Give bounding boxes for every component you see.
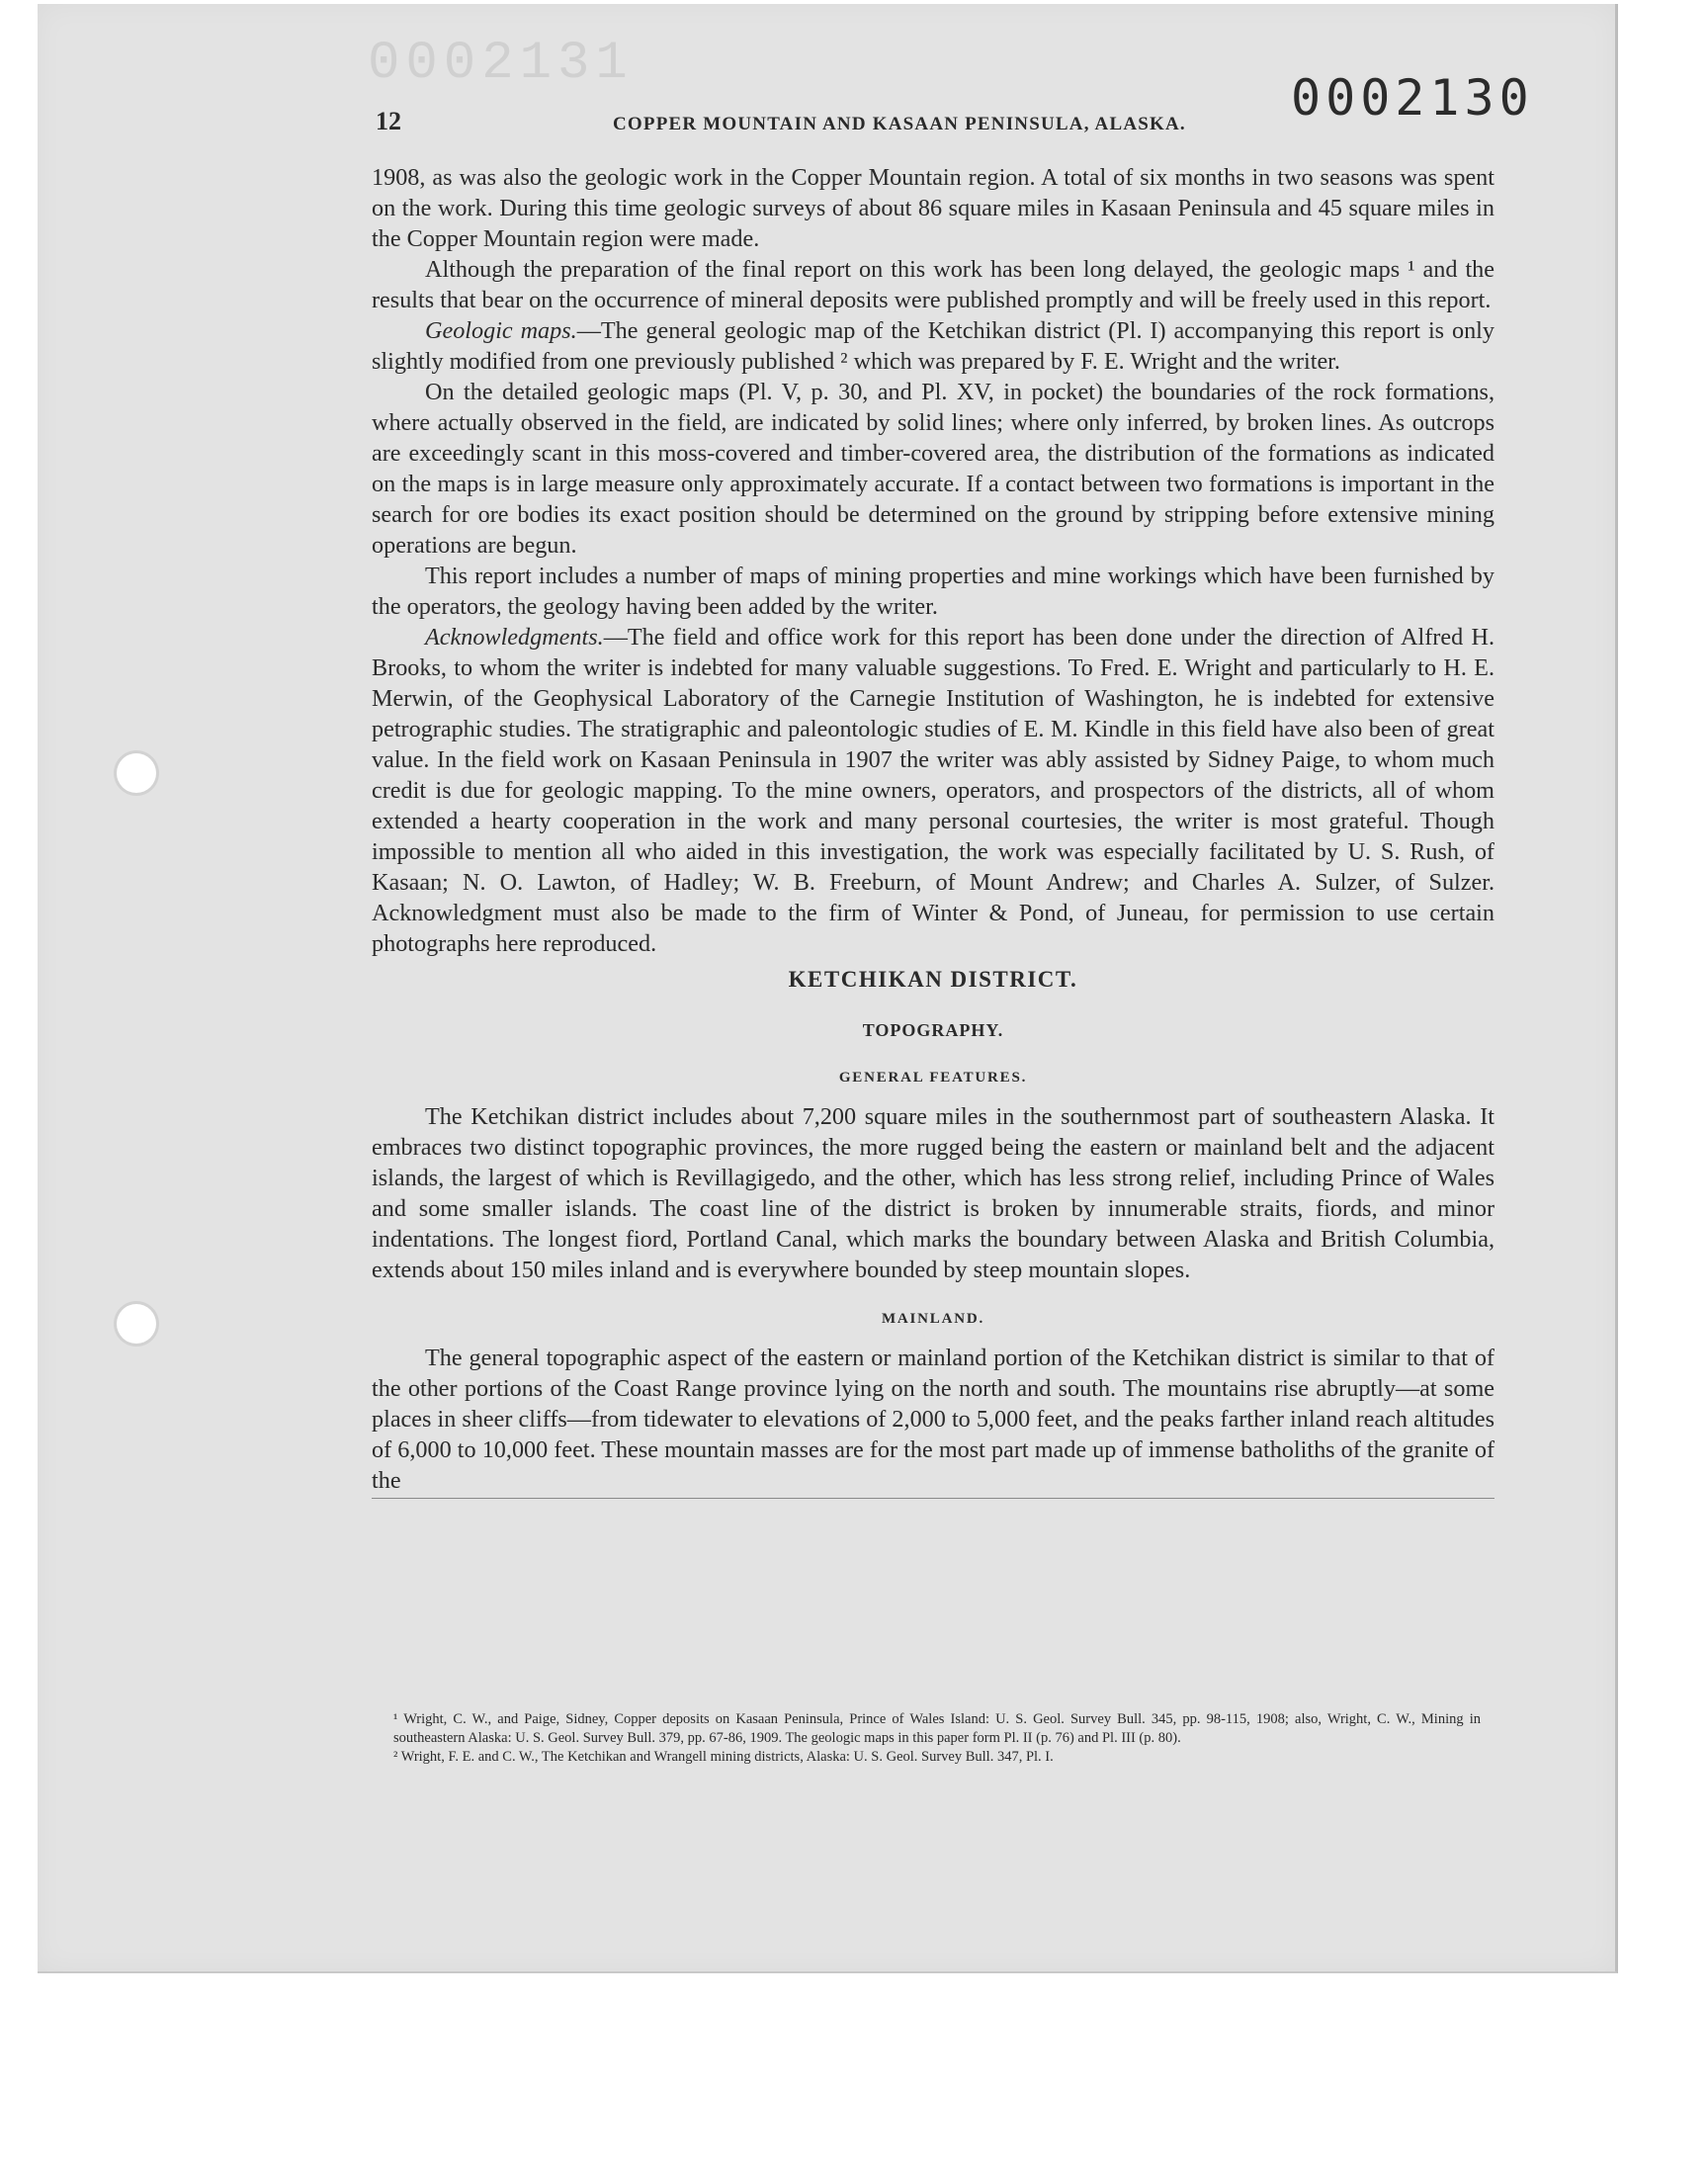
paragraph: The Ketchikan district includes about 7,200 square miles in the southernmost part of southeastern Alaska. It embraces two distinct topographic provinces, the more rugged being the eastern or mainland belt and the adjacent islands, the largest of which is Revillagigedo, and the other, which has less strong relief, including Prince of Wales and some smaller islands. The coast line of the district is broken by innumerable straits, fiords, and minor indentations. The longest fiord, Portland Canal, which marks the boundary between Alaska and British Columbia, extends about 150 miles inland and is everywhere bounded by steep mountain slopes. bbox=[372, 1103, 1494, 1283]
minor-heading: MAINLAND. bbox=[881, 1311, 985, 1327]
section-heading: KETCHIKAN DISTRICT. bbox=[788, 967, 1078, 992]
paragraph-text: The general geologic map of the Ketchikan district (Pl. I) accompanying this report is only slightly modified from one previously published ² which was prepared by F. E. Wright and the writer. bbox=[372, 317, 1494, 375]
run-in-heading: Geologic maps. bbox=[425, 317, 577, 344]
punch-hole bbox=[117, 1304, 156, 1344]
footnotes bbox=[393, 1710, 1481, 1767]
paragraph bbox=[372, 622, 1494, 959]
footnote-rule bbox=[372, 1498, 1494, 1499]
body-text bbox=[372, 162, 1494, 1499]
ghost-stamp: 0002131 bbox=[368, 34, 634, 94]
paragraph: This report includes a number of maps of mining properties and mine workings which have been furnished by the operators, the geology having been added by the writer. bbox=[372, 563, 1494, 620]
minor-heading: GENERAL FEATURES. bbox=[838, 1070, 1028, 1086]
page-stamp-number: 0002130 bbox=[1291, 69, 1534, 127]
paragraph-text: The field and office work for this report has been done under the direction of Alfred H. Brooks, to whom the writer is indebted for many valuable suggestions. To Fred. E. Wright and particularly to H. E. Merwin, of the Geophysical Laboratory of the Carnegie Institution of Washington, he is indebted for extensive petrographic studies. The stratigraphic and paleontologic studies of E. M. Kindle in this field have also been of great value. In the field work on Kasaan Peninsula in 1907 the writer was ably assisted by Sidney Paige, to whom much credit is due for geologic mapping. To the mine owners, operators, and prospectors of the districts, all of whom extended a hearty cooperation in the work and many personal courtesies, the writer is most grateful. Though impossible to mention all who aided in this investigation, the work was especially facilitated by U. S. Rush, of Kasaan; N. O. Lawton, of Hadley; W. B. Freeburn, of Mount Andrew; and Charles A. Sulzer, of Sulzer. Acknowledgment must also be made to the firm of Winter & Pond, of Juneau, for permission to use certain photographs here reproduced. bbox=[372, 624, 1494, 957]
paragraph: On the detailed geologic maps (Pl. V, p. 30, and Pl. XV, in pocket) the boundaries of the rock formations, where actually observed in the field, are indicated by solid lines; where only inferred, by broken lines. As outcrops are exceedingly scant in this moss-covered and timber-covered area, the distribution of the formations as indicated on the maps is in large measure only approximately accurate. If a contact between two formations is important in the search for ore bodies its exact position should be determined on the ground by stripping before extensive mining operations are begun. bbox=[372, 379, 1494, 559]
paragraph: Although the preparation of the final report on this work has been long delayed, the geologic maps ¹ and the results that bear on the occurrence of mineral deposits were published promptly and will be freely used in this report. bbox=[372, 256, 1494, 313]
run-in-heading: Acknowledgments. bbox=[425, 624, 604, 651]
footnote: ¹ Wright, C. W., and Paige, Sidney, Copper deposits on Kasaan Peninsula, Prince of Wales Island: U. S. Geol. Survey Bull. 345, pp. 98-115, 1908; also, Wright, C. W., Mining in southeastern Alaska: U. S. Geol. Survey Bull. 379, pp. 67-86, 1909. The geologic maps in this paper form Pl. II (p. 76) and Pl. III (p. 80). bbox=[393, 1711, 1481, 1746]
footnote: ² Wright, F. E. and C. W., The Ketchikan and Wrangell mining districts, Alaska: U. S. Geol. Survey Bull. 347, Pl. I. bbox=[393, 1749, 1054, 1765]
paragraph bbox=[372, 315, 1494, 377]
paragraph: 1908, as was also the geologic work in the Copper Mountain region. A total of six months in two seasons was spent on the work. During this time geologic surveys of about 86 square miles in Kasaan Peninsula and 45 square miles in the Copper Mountain region were made. bbox=[372, 164, 1494, 252]
em-dash: — bbox=[576, 317, 601, 344]
subsection-heading: TOPOGRAPHY. bbox=[862, 1020, 1004, 1040]
paragraph: The general topographic aspect of the eastern or mainland portion of the Ketchikan district is similar to that of the other portions of the Coast Range province lying on the north and south. The mountains rise abruptly—at some places in sheer cliffs—from tidewater to elevations of 2,000 to 5,000 feet, and the peaks farther inland reach altitudes of 6,000 to 10,000 feet. These mountain masses are for the most part made up of immense batholiths of the granite of the bbox=[372, 1345, 1494, 1494]
running-head: COPPER MOUNTAIN AND KASAAN PENINSULA, ALASKA. bbox=[613, 114, 1186, 134]
em-dash: — bbox=[603, 624, 628, 651]
punch-hole bbox=[117, 753, 156, 793]
page-number: 12 bbox=[376, 107, 401, 135]
